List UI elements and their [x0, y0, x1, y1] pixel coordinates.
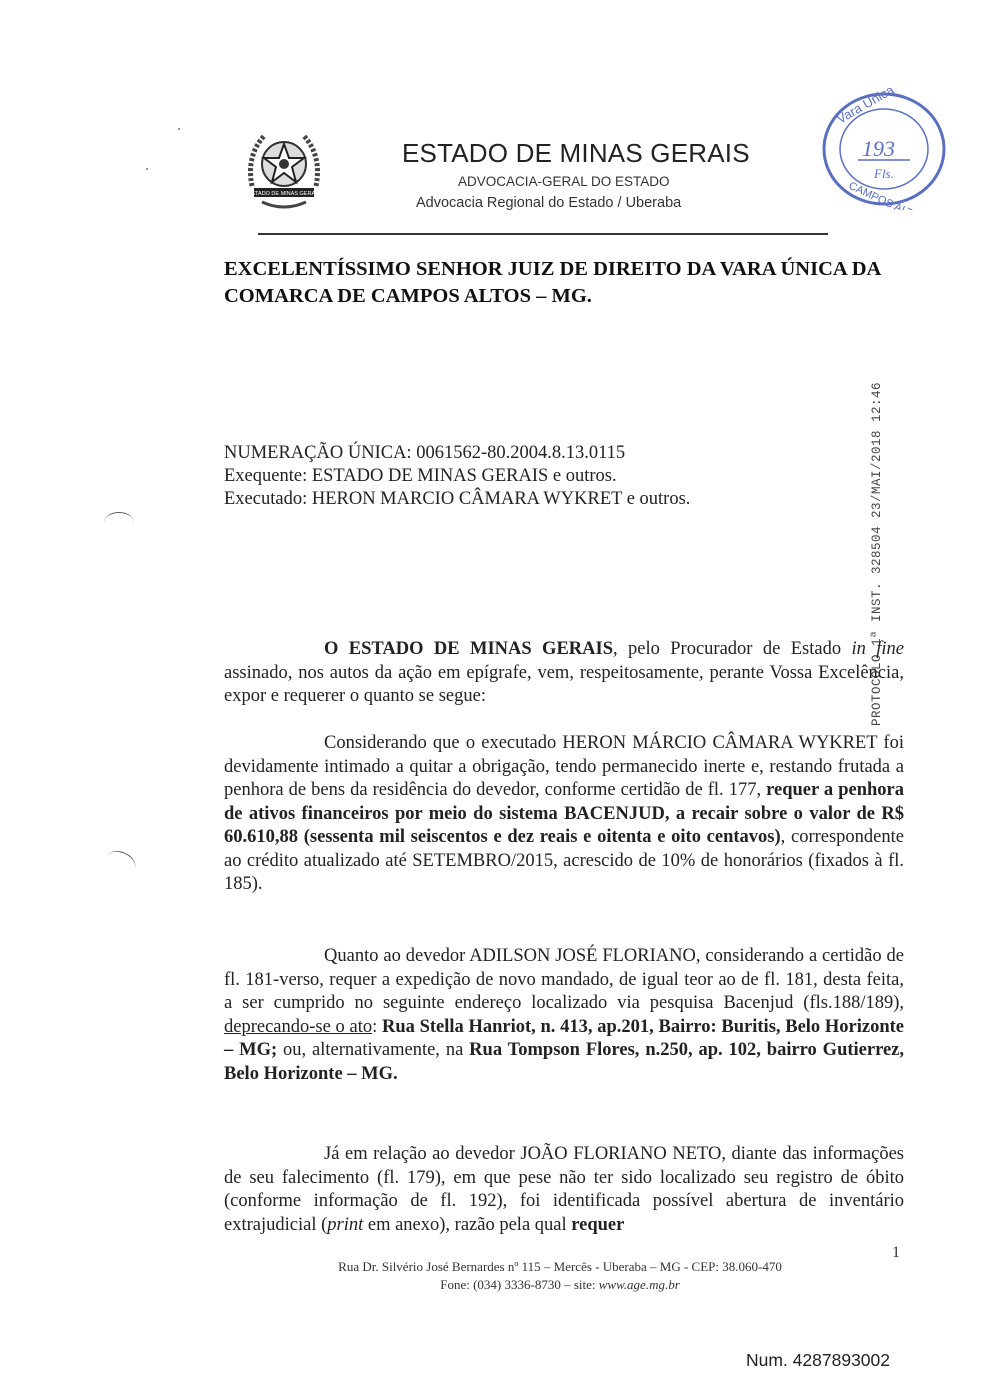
seal-label: Fls.: [874, 166, 894, 181]
address-alternative: Rua Tompson Flores, n.250, ap. 102, bairro Gutierrez, Belo Horizonte – MG.: [224, 1040, 905, 1084]
scan-mark: [103, 847, 139, 879]
svg-text:ESTADO DE MINAS GERAIS: ESTADO DE MINAS GERAIS: [247, 191, 321, 197]
header-subtitle: ADVOCACIA-GERAL DO ESTADO: [458, 174, 670, 189]
paragraph-intro: O ESTADO DE MINAS GERAIS, pelo Procurador de Estado in fine assinado, nos autos da ação em epígrafe, vem, respeitosamente, perante Vossa Excelência, expor e requerer o quanto se segue:: [224, 639, 904, 706]
document-number: Num. 4287893002: [746, 1350, 890, 1370]
scan-dot: [178, 128, 180, 130]
case-info: [224, 442, 844, 511]
footer-contact: Fone: (034) 3336-8730 – site: www.age.mg.br: [440, 1277, 680, 1292]
svg-text:Vara Única - Fórum: Vara Única - Fórum: [834, 88, 939, 127]
protocol-stamp: PROTOCOLO 1ª INST. 328504 23/MAI/2018 12:46: [870, 381, 884, 726]
footer-site-link[interactable]: www.age.mg.br: [598, 1277, 680, 1292]
case-number: NUMERAÇÃO ÚNICA: 0061562-80.2004.8.13.0115: [224, 443, 626, 463]
minas-gerais-coat-of-arms: [244, 126, 324, 212]
case-executado: Executado: HERON MARCIO CÂMARA WYKRET e outros.: [224, 489, 691, 509]
scan-dot: [146, 168, 148, 170]
header-divider: [258, 233, 828, 235]
footer-address: Rua Dr. Silvério José Bernardes nº 115 – Mercês - Uberaba – MG - CEP: 38.060-470: [338, 1259, 782, 1274]
page-number: 1: [892, 1244, 900, 1261]
request-bacenjud: requer a penhora de ativos financeiros por meio do sistema BACENJUD, a recair sobre o valor de R$ 60.610,88 (sessenta mil seiscentos e dez reais e oitenta e oito centavos): [224, 780, 904, 847]
scan-mark: [104, 512, 134, 533]
party-name: O ESTADO DE MINAS GERAIS: [324, 639, 613, 659]
address-primary: Rua Stella Hanriot, n. 413, ap.201, Bairro: Buritis, Belo Horizonte – MG;: [224, 1016, 904, 1060]
header-title: ESTADO DE MINAS GERAIS: [402, 138, 750, 168]
svg-text:CAMPOS ALTOS - MG: CAMPOS ALTOS - MG: [846, 179, 950, 210]
addressee: EXCELENTÍSSIMO SENHOR JUIZ DE DIREITO DA VARA ÚNICA DA COMARCA DE CAMPOS ALTOS – MG.: [224, 258, 881, 307]
paragraph-heron: Considerando que o executado HERON MÁRCIO CÂMARA WYKRET foi devidamente intimado a quitar a obrigação, tendo permanecido inerte e, restando frutada a penhora de bens da residência do devedor, conforme certidão de fl. 177, requer a penhora de ativos financeiros por meio do sistema BACENJUD, a recair sobre o valor de R$ 60.610,88 (sessenta mil seiscentos e dez reais e oitenta e oito centavos), correspondente ao crédito atualizado até SETEMBRO/2015, acrescido de 10% de honorários (fixados à fl. 185).: [224, 733, 904, 894]
paragraph-joao: Já em relação ao devedor JOÃO FLORIANO NETO, diante das informações de seu falecimento (fl. 179), em que pese não ter sido localizado seu registro de óbito (conforme informação de fl. 192), foi identificada possível abertura de inventário extrajudicial (print em anexo), razão pela qual requer: [224, 1144, 904, 1235]
case-exequente: Exequente: ESTADO DE MINAS GERAIS e outros.: [224, 466, 617, 486]
header-subtitle-regional: Advocacia Regional do Estado / Uberaba: [416, 195, 682, 211]
paragraph-adilson: Quanto ao devedor ADILSON JOSÉ FLORIANO, considerando a certidão de fl. 181-verso, requer a expedição de novo mandado, de igual teor ao de fl. 181, desta feita, a ser cumprido no seguinte endereço localizado via pesquisa Bacenjud (fls.188/189), deprecando-se o ato: Rua Stella Hanriot, n. 413, ap.201, Bairro: Buritis, Belo Horizonte – MG; ou, alternativamente, na Rua Tompson Flores, n.250, ap. 102, bairro Gutierrez, Belo Horizonte – MG.: [224, 946, 905, 1084]
seal-page-number: 193: [862, 136, 895, 161]
court-page-stamp: [818, 88, 950, 210]
